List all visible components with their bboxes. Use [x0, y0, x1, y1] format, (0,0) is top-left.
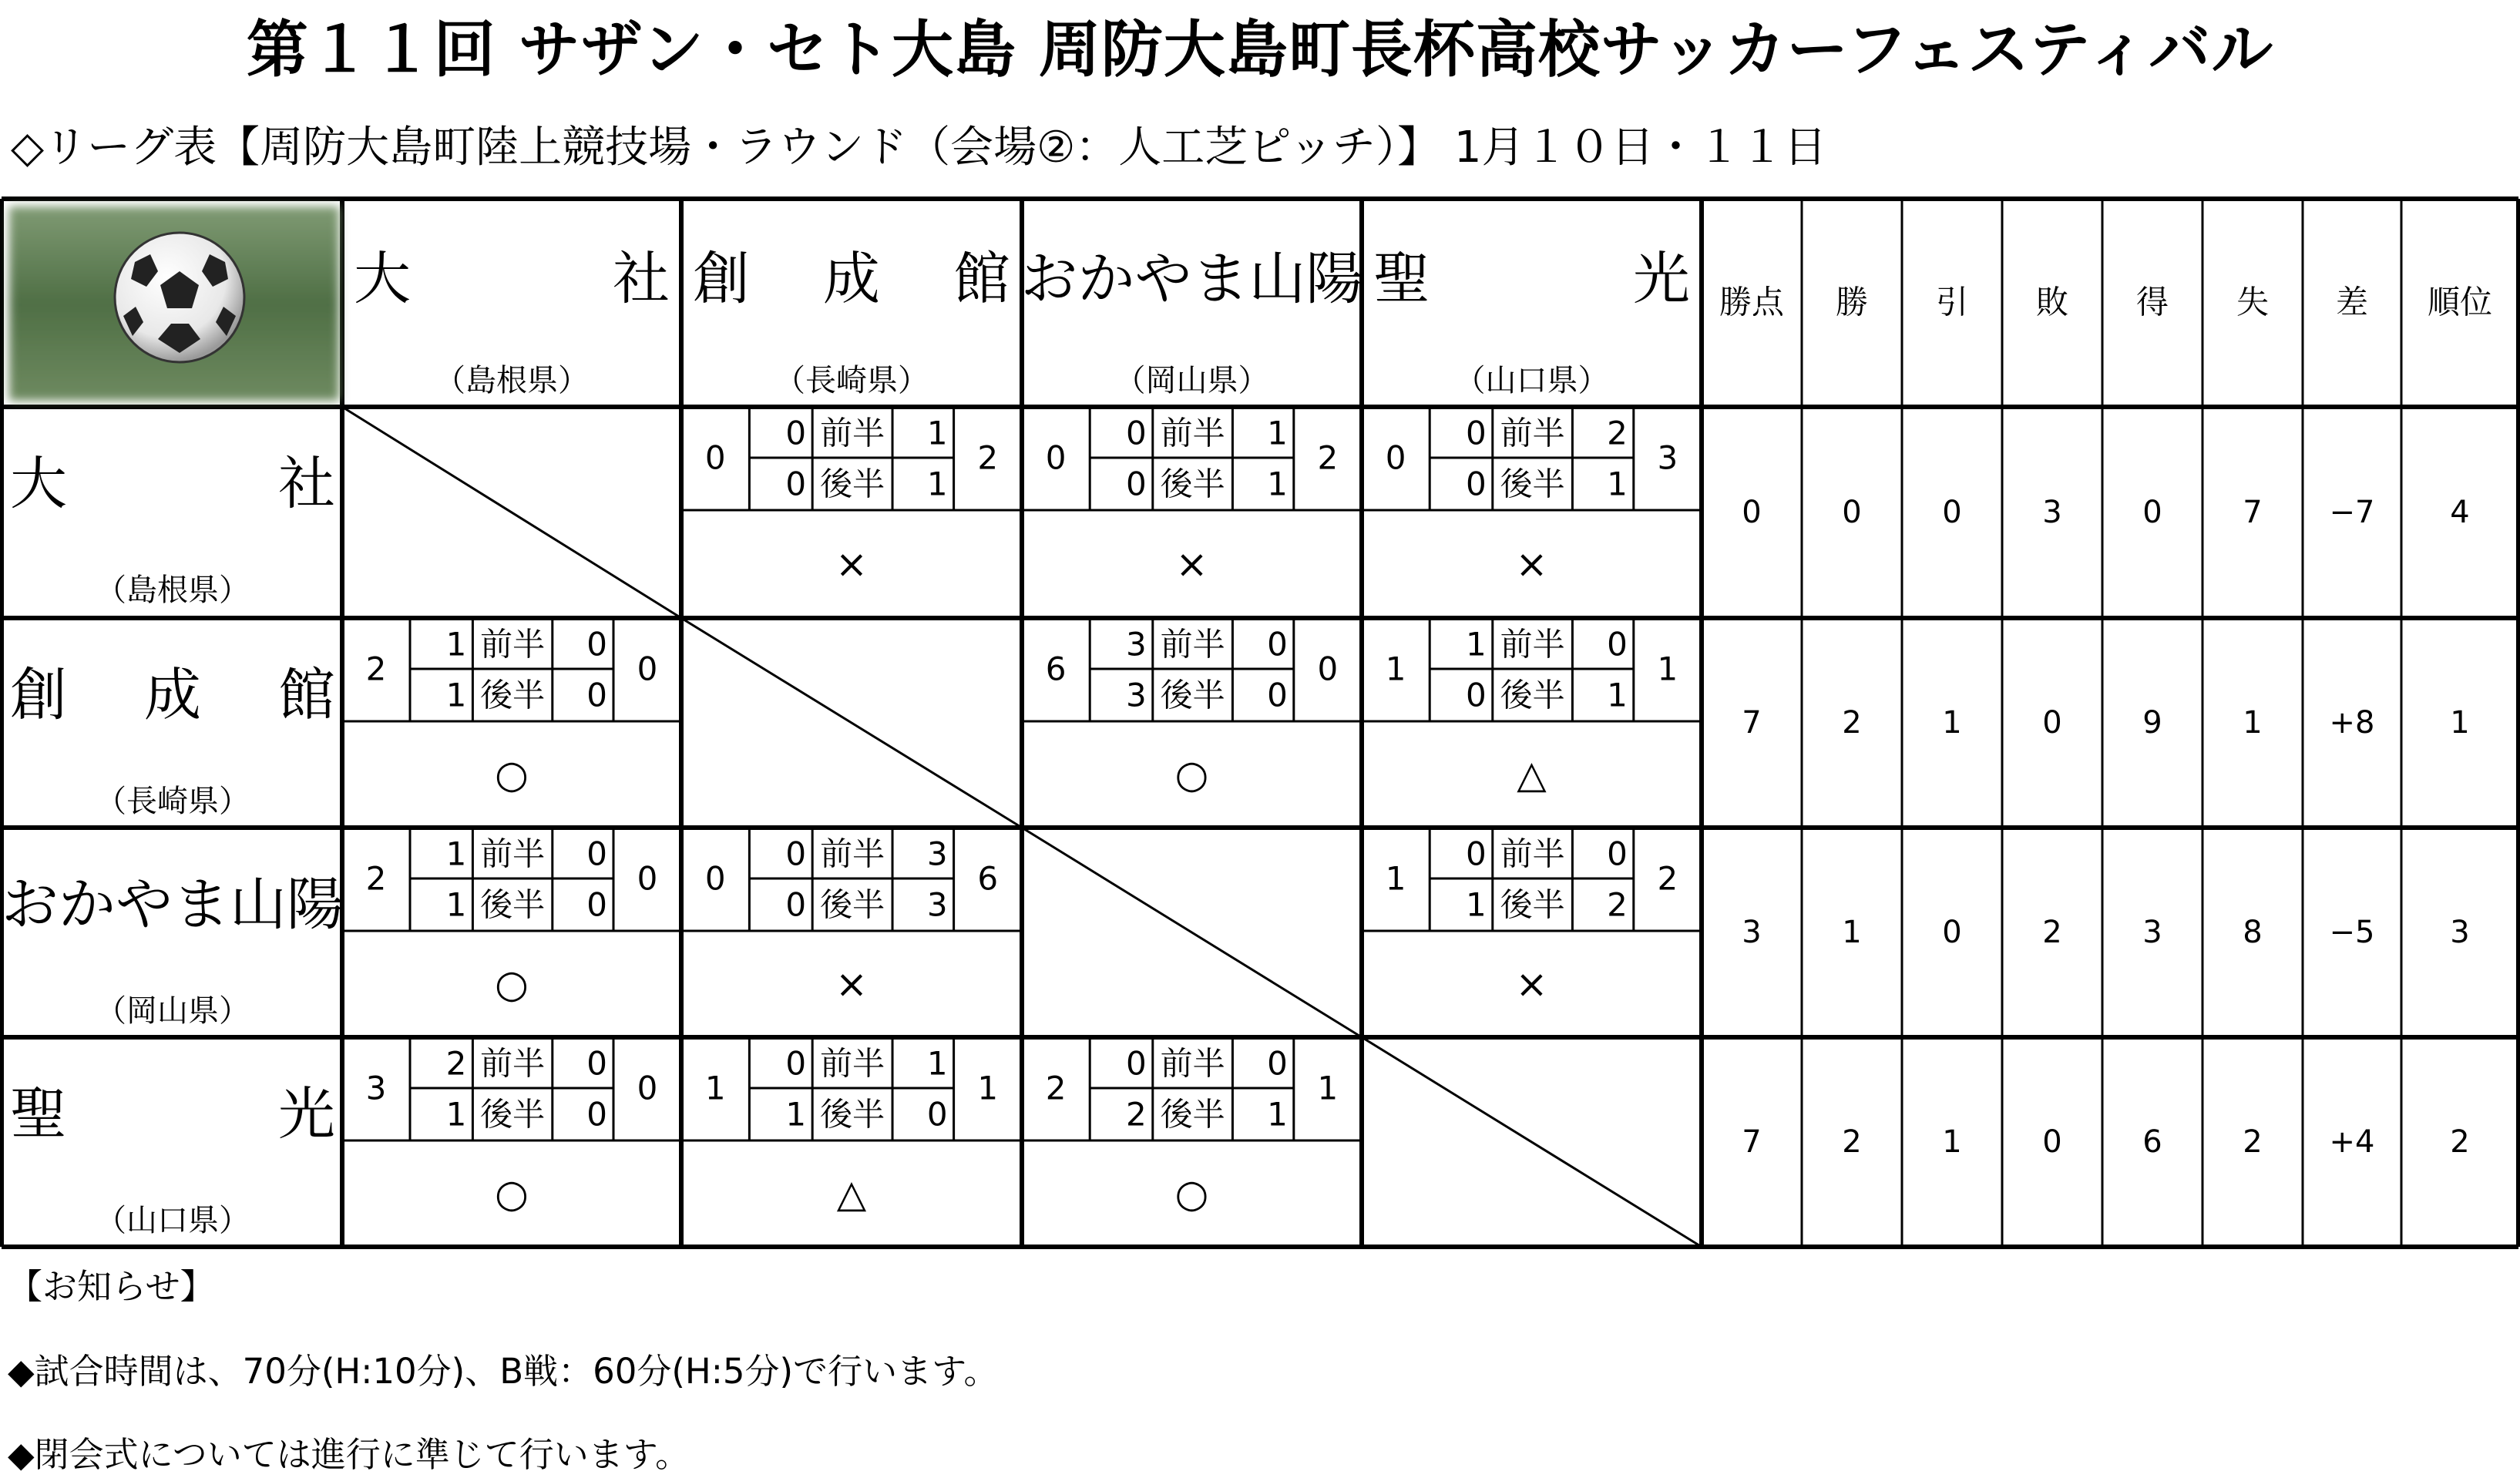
- half2-score-opp: 1: [1607, 465, 1628, 503]
- half2-score-opp: 0: [1267, 676, 1288, 714]
- half2-label: 後半: [480, 885, 546, 924]
- stat-header: 失: [2236, 283, 2270, 321]
- half1-score-opp: 1: [926, 414, 948, 452]
- match-result-mark: ○: [495, 962, 529, 1006]
- half2-score-own: 0: [785, 465, 807, 503]
- stat-value: 3: [2142, 915, 2162, 950]
- half2-score-own: 1: [445, 1095, 467, 1134]
- half2-score-own: 3: [1126, 676, 1147, 714]
- half1-label: 前半: [1500, 414, 1565, 452]
- stat-value: 1: [1842, 915, 1862, 950]
- stat-header: 敗: [2035, 283, 2069, 321]
- notice-heading: 【お知らせ】: [8, 1266, 215, 1307]
- half1-score-opp: 0: [1607, 835, 1628, 873]
- total-score-opp: 6: [977, 859, 999, 898]
- stat-value: 2: [2450, 1124, 2470, 1160]
- half2-label: 後半: [480, 1095, 546, 1134]
- row-team-name-char: 成: [144, 662, 201, 728]
- half2-label: 後半: [1500, 885, 1565, 924]
- half2-score-own: 2: [1126, 1095, 1147, 1134]
- half1-label: 前半: [1500, 625, 1565, 663]
- match-result-mark: ○: [495, 752, 529, 797]
- half2-score-own: 0: [1126, 465, 1147, 503]
- stat-value: −5: [2329, 915, 2375, 950]
- row-team-name-char: 創: [10, 662, 67, 728]
- half1-score-opp: 1: [926, 1044, 948, 1083]
- half2-label: 後半: [1500, 465, 1565, 503]
- half2-score-opp: 1: [926, 465, 948, 503]
- half2-label: 後半: [820, 885, 885, 924]
- half2-score-own: 0: [1466, 676, 1487, 714]
- half2-label: 後半: [1160, 676, 1225, 714]
- total-score-opp: 3: [1657, 438, 1678, 477]
- stat-value: 7: [1742, 1124, 1762, 1160]
- half1-score-own: 0: [1466, 414, 1487, 452]
- stat-value: 8: [2243, 915, 2263, 950]
- stat-value: 0: [1942, 915, 1962, 950]
- diagonal-line: [1022, 828, 1362, 1037]
- half1-score-own: 1: [445, 835, 467, 873]
- half1-score-own: 0: [785, 1044, 807, 1083]
- stat-value: 7: [2243, 495, 2263, 530]
- half2-score-own: 1: [785, 1095, 807, 1134]
- stat-value: 1: [1942, 1124, 1962, 1160]
- header-team-name-char: 創: [693, 246, 750, 312]
- stat-value: +8: [2329, 705, 2375, 741]
- stat-header: 順位: [2427, 283, 2493, 321]
- row-team-name-char: 光: [278, 1081, 335, 1147]
- total-score-own: 2: [365, 650, 387, 688]
- half2-score-own: 0: [1466, 465, 1487, 503]
- half2-score-opp: 0: [586, 885, 607, 924]
- stat-header: 差: [2335, 283, 2369, 321]
- half1-score-own: 0: [785, 414, 807, 452]
- half2-score-opp: 2: [1607, 885, 1628, 924]
- row-team-pref: （島根県）: [96, 573, 250, 608]
- soccer-ball-icon: [115, 233, 244, 362]
- half1-label: 前半: [480, 835, 546, 873]
- half1-score-own: 0: [1466, 835, 1487, 873]
- row-team-name-char: 大: [10, 451, 67, 517]
- half1-score-own: 3: [1126, 625, 1147, 663]
- half2-score-opp: 1: [1607, 676, 1628, 714]
- half2-score-opp: 1: [1267, 1095, 1288, 1134]
- row-team-name: おかやま山陽: [2, 872, 344, 938]
- half1-label: 前半: [1160, 414, 1225, 452]
- stat-value: 3: [2450, 915, 2470, 950]
- half1-score-opp: 2: [1607, 414, 1628, 452]
- total-score-own: 0: [1385, 438, 1406, 477]
- header-team-name-char: 館: [953, 246, 1010, 312]
- stat-value: 3: [1742, 915, 1762, 950]
- notice-match-time: ◆試合時間は、70分(H:10分)、B戦：60分(H:5分)で行います。: [8, 1351, 999, 1392]
- stat-value: 2: [1842, 705, 1862, 741]
- total-score-opp: 2: [977, 438, 999, 477]
- diagonal-line: [1362, 1037, 1702, 1247]
- match-result-mark: ○: [1174, 752, 1209, 797]
- half1-label: 前半: [820, 414, 885, 452]
- total-score-own: 0: [704, 859, 726, 898]
- stat-value: 2: [1842, 1124, 1862, 1160]
- stat-header: 引: [1935, 283, 1969, 321]
- half1-score-own: 0: [1126, 414, 1147, 452]
- stat-value: 0: [1842, 495, 1862, 530]
- row-team-pref: （長崎県）: [96, 784, 250, 819]
- stat-value: 0: [1742, 495, 1762, 530]
- header-team-name-char: 成: [823, 246, 880, 312]
- total-score-own: 1: [1385, 859, 1406, 898]
- header-team-name-char: 社: [613, 246, 670, 312]
- stat-value: 3: [2042, 495, 2062, 530]
- half1-score-own: 1: [1466, 625, 1487, 663]
- half1-label: 前半: [1500, 835, 1565, 873]
- stat-value: 0: [2142, 495, 2162, 530]
- match-result-mark: ×: [835, 542, 868, 586]
- half2-score-opp: 0: [586, 1095, 607, 1134]
- header-team-pref: （長崎県）: [774, 363, 929, 398]
- match-result-mark: ×: [1175, 542, 1208, 586]
- half2-score-own: 1: [445, 885, 467, 924]
- header-team-name-char: 光: [1633, 246, 1690, 312]
- half2-label: 後半: [820, 465, 885, 503]
- half2-label: 後半: [480, 676, 546, 714]
- half2-label: 後半: [820, 1095, 885, 1134]
- half1-score-own: 2: [445, 1044, 467, 1083]
- stat-value: 0: [2042, 1124, 2062, 1160]
- match-result-mark: ○: [1174, 1171, 1209, 1216]
- header-team-name: おかやま山陽: [1020, 246, 1363, 312]
- league-subtitle: ◇リーグ表【周防大島町陸上競技場・ラウンド（会場②：人工芝ピッチ）】 1月１０日・１１日: [11, 123, 1827, 173]
- half1-label: 前半: [1160, 625, 1225, 663]
- stat-value: +4: [2329, 1124, 2375, 1160]
- match-result-mark: △: [836, 1171, 867, 1216]
- stat-value: 1: [2450, 705, 2470, 741]
- row-team-name-char: 社: [278, 451, 335, 517]
- half1-score-opp: 0: [1267, 1044, 1288, 1083]
- total-score-own: 0: [704, 438, 726, 477]
- row-team-name-char: 聖: [10, 1081, 67, 1147]
- half2-score-own: 1: [1466, 885, 1487, 924]
- total-score-opp: 2: [1657, 859, 1678, 898]
- half1-score-own: 0: [1126, 1044, 1147, 1083]
- match-result-mark: ×: [1515, 962, 1548, 1006]
- match-result-mark: △: [1517, 752, 1547, 797]
- total-score-own: 2: [365, 859, 387, 898]
- total-score-opp: 1: [1657, 650, 1678, 688]
- photo-frame: [9, 207, 339, 401]
- half2-score-opp: 1: [1267, 465, 1288, 503]
- half1-score-own: 0: [785, 835, 807, 873]
- stat-value: 2: [2042, 915, 2062, 950]
- total-score-own: 3: [365, 1069, 387, 1107]
- half1-score-opp: 0: [1267, 625, 1288, 663]
- half2-score-own: 1: [445, 676, 467, 714]
- half1-label: 前半: [1160, 1044, 1225, 1083]
- half1-score-opp: 3: [926, 835, 948, 873]
- half1-score-opp: 0: [1607, 625, 1628, 663]
- stat-value: 1: [2243, 705, 2263, 741]
- page-title: 第１１回 サザン・セト大島 周防大島町長杯高校サッカーフェスティバル: [246, 14, 2274, 86]
- table-labels: [2, 246, 2492, 1238]
- total-score-own: 1: [704, 1069, 726, 1107]
- half2-score-opp: 3: [926, 885, 948, 924]
- match-result-mark: ×: [1515, 542, 1548, 586]
- half2-score-opp: 0: [586, 676, 607, 714]
- diagonal-line: [342, 407, 681, 618]
- total-score-opp: 1: [977, 1069, 999, 1107]
- half1-score-opp: 0: [586, 835, 607, 873]
- stat-value: 7: [1742, 705, 1762, 741]
- total-score-own: 0: [1045, 438, 1067, 477]
- row-team-name-char: 館: [278, 662, 335, 728]
- half1-score-own: 1: [445, 625, 467, 663]
- stat-header: 勝: [1835, 283, 1869, 321]
- half1-label: 前半: [480, 625, 546, 663]
- notice-closing-ceremony: ◆閉会式については進行に準じて行います。: [8, 1434, 690, 1475]
- half2-label: 後半: [1500, 676, 1565, 714]
- total-score-opp: 0: [637, 650, 658, 688]
- total-score-opp: 2: [1317, 438, 1339, 477]
- header-team-pref: （岡山県）: [1114, 363, 1269, 398]
- diagonal-line: [681, 618, 1022, 828]
- header-team-pref: （島根県）: [435, 363, 589, 398]
- half1-score-opp: 0: [586, 1044, 607, 1083]
- stat-value: 2: [2243, 1124, 2263, 1160]
- stat-header: 得: [2135, 283, 2169, 321]
- total-score-own: 1: [1385, 650, 1406, 688]
- header-team-pref: （山口県）: [1454, 363, 1609, 398]
- half1-label: 前半: [820, 835, 885, 873]
- stat-value: −7: [2329, 495, 2375, 530]
- stat-value: 0: [1942, 495, 1962, 530]
- half2-score-opp: 0: [926, 1095, 948, 1134]
- stat-value: 0: [2042, 705, 2062, 741]
- half1-score-opp: 1: [1267, 414, 1288, 452]
- total-score-opp: 0: [1317, 650, 1339, 688]
- row-team-pref: （岡山県）: [96, 993, 250, 1029]
- half2-score-own: 0: [785, 885, 807, 924]
- half2-label: 後半: [1160, 1095, 1225, 1134]
- stat-value: 9: [2142, 705, 2162, 741]
- total-score-opp: 1: [1317, 1069, 1339, 1107]
- stat-value: 4: [2450, 495, 2470, 530]
- stat-value: 6: [2142, 1124, 2162, 1160]
- total-score-own: 6: [1045, 650, 1067, 688]
- total-score-opp: 0: [637, 859, 658, 898]
- match-result-mark: ○: [495, 1171, 529, 1216]
- half2-label: 後半: [1160, 465, 1225, 503]
- header-team-name-char: 大: [354, 246, 411, 312]
- soccer-ball-photo: [9, 207, 339, 401]
- stat-value: 1: [1942, 705, 1962, 741]
- stat-header: 勝点: [1719, 283, 1785, 321]
- match-result-mark: ×: [835, 962, 868, 1006]
- total-score-opp: 0: [637, 1069, 658, 1107]
- row-team-pref: （山口県）: [96, 1203, 250, 1238]
- table-grid: [2, 199, 2518, 1247]
- half1-score-opp: 0: [586, 625, 607, 663]
- half1-label: 前半: [480, 1044, 546, 1083]
- header-team-name-char: 聖: [1373, 246, 1430, 312]
- half1-label: 前半: [820, 1044, 885, 1083]
- total-score-own: 2: [1045, 1069, 1067, 1107]
